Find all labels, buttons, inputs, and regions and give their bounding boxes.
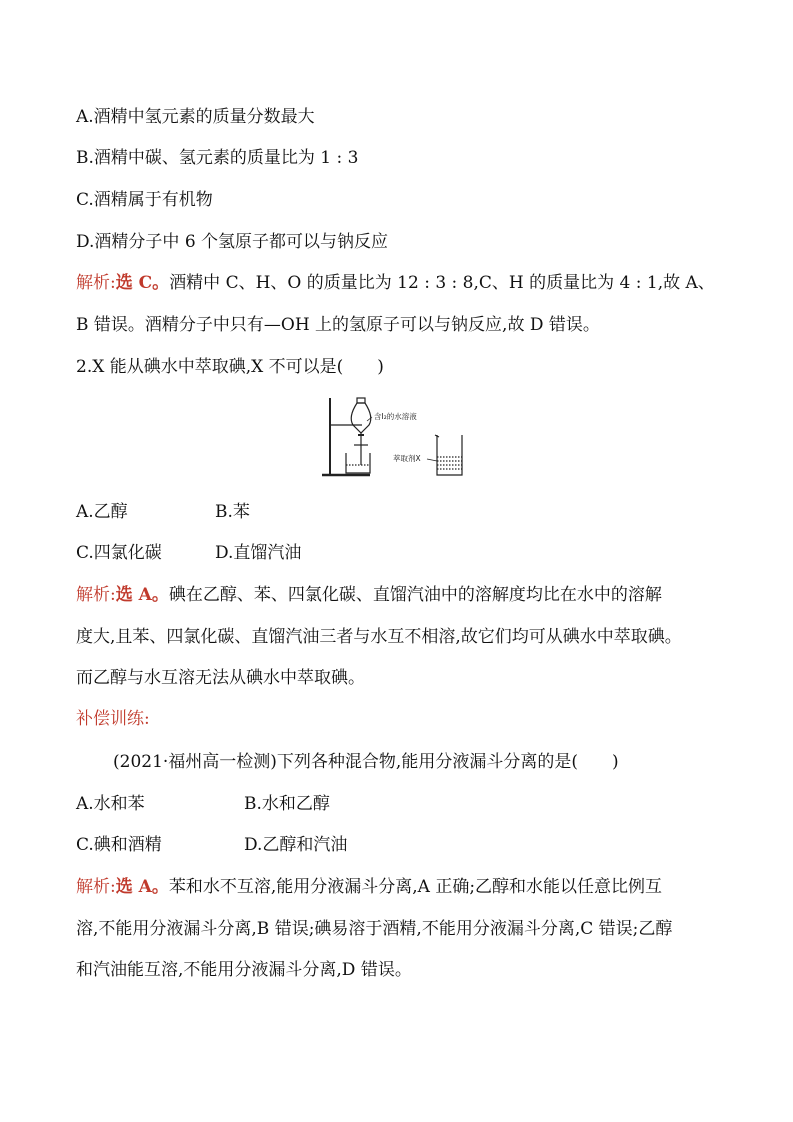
- q1-analysis-label: 解析:: [76, 273, 116, 293]
- supplement-analysis-line3: 和汽油能互溶,不能用分液漏斗分离,D 错误。: [76, 960, 412, 980]
- q2-analysis-line2: 度大,且苯、四氯化碳、直馏汽油三者与水互不相溶,故它们均可从碘水中萃取碘。: [76, 627, 682, 647]
- q2-option-b: B.苯: [215, 502, 250, 522]
- supplement-title: 补偿训练:: [76, 709, 150, 729]
- supplement-stem: (2021·福州高一检测)下列各种混合物,能用分液漏斗分离的是( ): [113, 752, 619, 772]
- supplement-option-b: B.水和乙醇: [244, 794, 330, 814]
- supplement-analysis-label: 解析:: [76, 877, 116, 897]
- q1-analysis-line1: [76, 271, 736, 295]
- supplement-options-row1: [76, 792, 736, 816]
- figure-label-extractant: 萃取剂X: [393, 454, 421, 463]
- q1-analysis-line2: B 错误。酒精分子中只有—OH 上的氢原子可以与钠反应,故 D 错误。: [76, 315, 600, 335]
- supplement-option-c: C.碘和酒精: [76, 835, 162, 855]
- q2-analysis-line3: 而乙醇与水互溶无法从碘水中萃取碘。: [76, 668, 365, 688]
- supplement-analysis-line2: 溶,不能用分液漏斗分离,B 错误;碘易溶于酒精,不能用分液漏斗分离,C 错误;乙醇: [76, 919, 673, 939]
- separatory-funnel-figure: [320, 395, 470, 480]
- q2-stem: 2.X 能从碘水中萃取碘,X 不可以是( ): [76, 357, 384, 377]
- q2-analysis-label: 解析:: [76, 585, 116, 605]
- supplement-options-row2: [76, 833, 736, 857]
- supplement-option-a: A.水和苯: [76, 794, 145, 814]
- q2-analysis-text1: 碘在乙醇、苯、四氯化碳、直馏汽油中的溶解度均比在水中的溶解: [168, 585, 662, 605]
- q1-option-b: B.酒精中碳、氢元素的质量比为 1 : 3: [76, 148, 359, 168]
- q2-answer: 选 A。: [115, 585, 169, 605]
- q1-option-a: A.酒精中氢元素的质量分数最大: [76, 107, 315, 127]
- q2-options-row2: [76, 541, 736, 565]
- supplement-analysis-line1: [76, 875, 736, 899]
- q1-answer: 选 C。: [115, 273, 170, 293]
- supplement-option-d: D.乙醇和汽油: [244, 835, 348, 855]
- q2-analysis-line1: [76, 583, 736, 607]
- figure-label-solution: 含I₂的水溶液: [374, 412, 417, 421]
- q2-option-d: D.直馏汽油: [215, 543, 302, 563]
- q2-option-c: C.四氯化碳: [76, 543, 162, 563]
- supplement-answer: 选 A。: [115, 877, 169, 897]
- q1-option-d: D.酒精分子中 6 个氢原子都可以与钠反应: [76, 232, 389, 252]
- supplement-analysis-text1: 苯和水不互溶,能用分液漏斗分离,A 正确;乙醇和水能以任意比例互: [168, 877, 663, 897]
- q2-options-row1: [76, 500, 736, 524]
- q1-option-c: C.酒精属于有机物: [76, 190, 213, 210]
- q1-analysis-text1: 酒精中 C、H、O 的质量比为 12 : 3 : 8,C、H 的质量比为 4 : 1,故 A、: [169, 273, 715, 293]
- q2-option-a: A.乙醇: [76, 502, 128, 522]
